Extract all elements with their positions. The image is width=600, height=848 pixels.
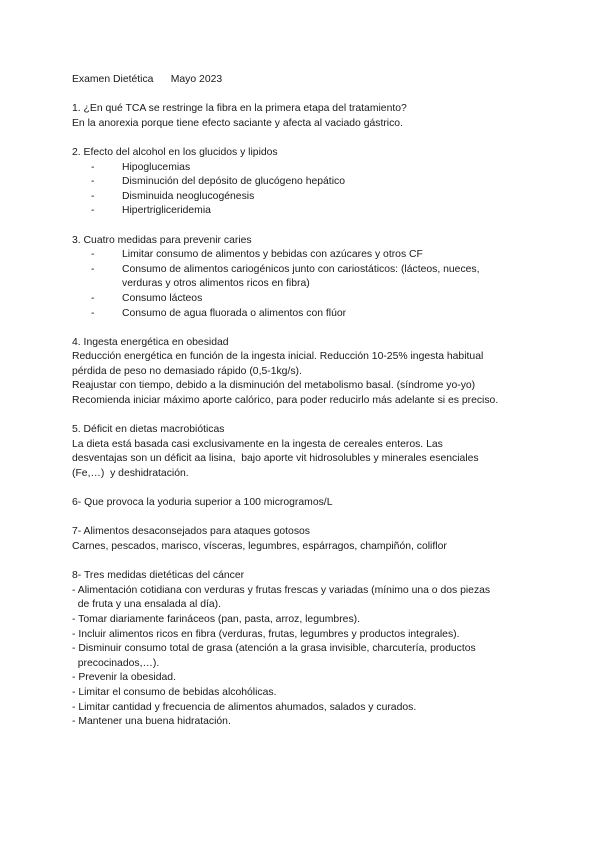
text-line: - Mantener una buena hidratación. (72, 716, 231, 728)
question-5-title: 5. Déficit en dietas macrobióticas (72, 424, 225, 436)
question-4-title: 4. Ingesta energética en obesidad (72, 336, 229, 348)
question-5 (72, 423, 532, 481)
question-6 (72, 496, 532, 511)
text-line: La dieta está basada casi exclusivamente en la ingesta de cereales enteros. Las (72, 438, 443, 450)
question-2 (72, 146, 532, 219)
list-item: - Hipoglucemias (91, 161, 191, 173)
text-line: Reducción energética en función de la ingesta inicial. Reducción 10-25% ingesta habitual (72, 351, 484, 363)
question-6-title: 6- Que provoca la yoduria superior a 100 microgramos/L (72, 497, 333, 509)
question-4 (72, 336, 532, 409)
list-item: - Consumo de agua fluorada o alimentos con flúor (91, 307, 347, 319)
list-item: - Consumo de alimentos cariogénicos junto con cariostáticos: (lácteos, nueces, verduras y otros alimentos ricos en fibra) (91, 263, 480, 290)
question-7-title: 7- Alimentos desaconsejados para ataques gotosos (72, 526, 310, 538)
question-1-title: 1. ¿En qué TCA se restringe la fibra en la primera etapa del tratamiento? (72, 103, 407, 115)
question-3-title: 3. Cuatro medidas para prevenir caries (72, 234, 252, 246)
text-line: - Incluir alimentos ricos en fibra (verduras, frutas, legumbres y productos integrales). (72, 628, 460, 640)
text-line: (Fe,…) y deshidratación. (72, 468, 189, 480)
text-line: de fruta y una ensalada al día). (72, 599, 222, 611)
text-line: desventajas son un déficit aa lisina, bajo aporte vit hidrosolubles y minerales esenciales (72, 453, 479, 465)
text-line: pérdida de peso no demasiado rápido (0,5-1kg/s). (72, 365, 302, 377)
question-3 (72, 234, 532, 322)
text-line: - Limitar cantidad y frecuencia de alimentos ahumados, salados y curados. (72, 701, 417, 713)
document-header: Examen Dietética Mayo 2023 (72, 74, 223, 85)
text-line: - Alimentación cotidiana con verduras y frutas frescas y variadas (mínimo una o dos piezas (72, 584, 491, 596)
text-line: Reajustar con tiempo, debido a la disminución del metabolismo basal. (síndrome yo-yo) (72, 380, 476, 392)
question-8 (72, 569, 532, 730)
question-7 (72, 525, 532, 554)
document-page (72, 73, 532, 730)
text-line: - Disminuir consumo total de grasa (atención a la grasa invisible, charcutería, productos (72, 643, 476, 655)
text-line: Recomienda iniciar máximo aporte calórico, para poder reducirlo más adelante si es preciso. (72, 395, 499, 407)
text-line: - Tomar diariamente farináceos (pan, pasta, arroz, legumbres). (72, 613, 360, 625)
list-item: - Consumo lácteos (91, 292, 203, 304)
question-7-answer: Carnes, pescados, marisco, vísceras, legumbres, espárragos, champiñón, coliflor (72, 541, 447, 552)
list-item: - Disminución del depósito de glucógeno hepático (91, 176, 345, 188)
list-item: - Limitar consumo de alimentos y bebidas con azúcares y otros CF (91, 249, 423, 261)
list-item: - Disminuida neoglucogénesis (91, 190, 255, 202)
text-line: - Limitar el consumo de bebidas alcohólicas. (72, 686, 277, 698)
text-line: precocinados,…). (72, 657, 160, 669)
question-1 (72, 102, 532, 131)
list-item: - Hipertrigliceridemia (91, 205, 211, 217)
text-line: - Prevenir la obesidad. (72, 672, 176, 684)
question-2-title: 2. Efecto del alcohol en los glucidos y lipidos (72, 146, 278, 158)
question-8-title: 8- Tres medidas dietéticas del cáncer (72, 570, 245, 582)
question-1-answer: En la anorexia porque tiene efecto saciante y afecta al vaciado gástrico. (72, 117, 403, 129)
